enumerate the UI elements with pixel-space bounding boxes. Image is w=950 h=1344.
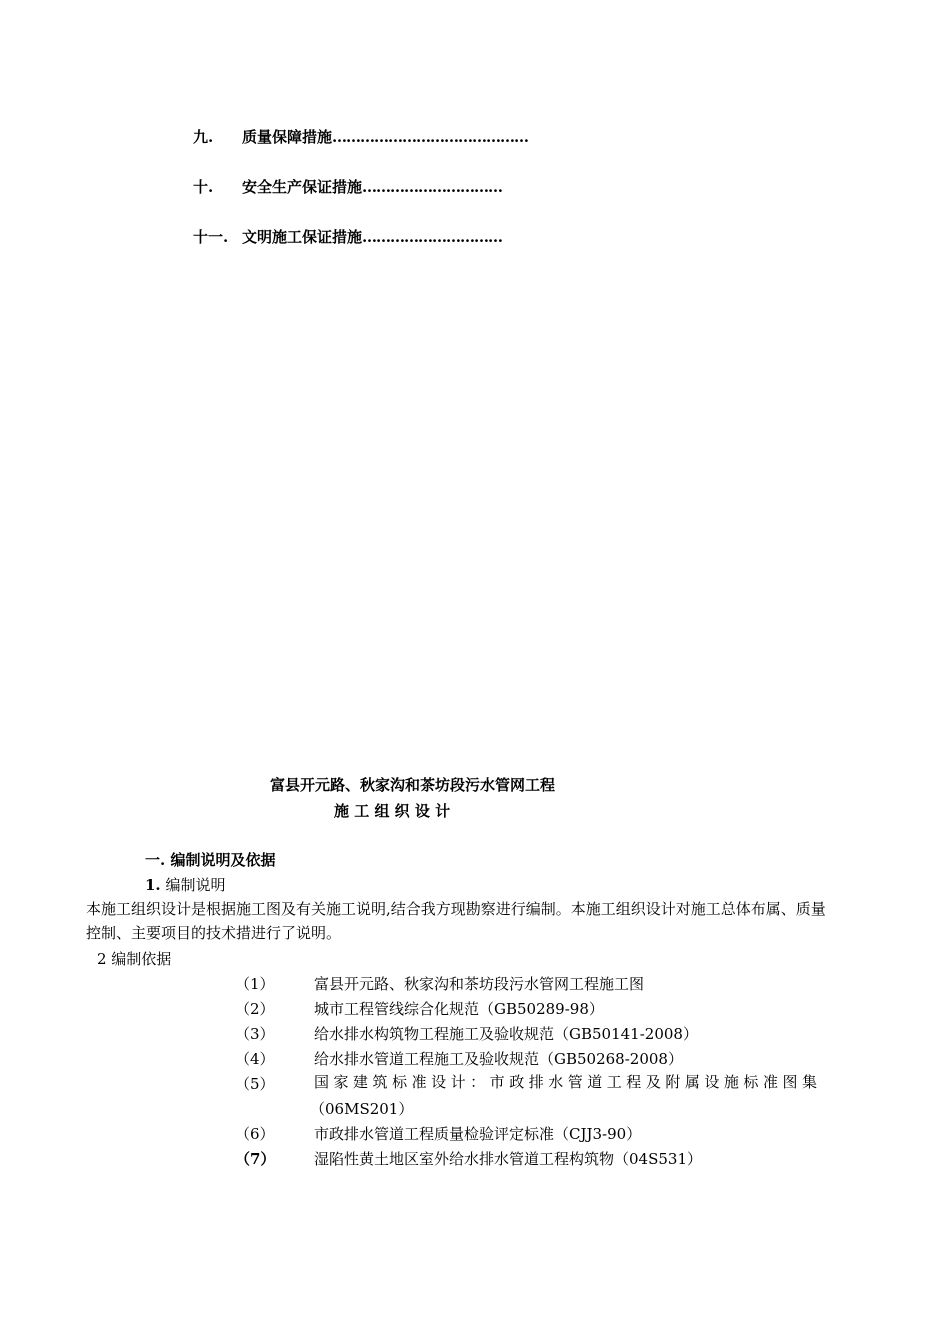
subsection-number: 1. xyxy=(145,876,161,894)
subsection-heading-1 xyxy=(145,874,225,895)
document-subtitle: 施 工 组 织 设 计 xyxy=(334,802,451,820)
reference-number: （3） xyxy=(235,1025,275,1043)
section-heading: 一. 编制说明及依据 xyxy=(145,851,276,869)
body-paragraph: 本施工组织设计是根据施工图及有关施工说明,结合我方现勘察进行编制。本施工组织设计对施工总体布属、质量控制、主要项目的技术措进行了说明。 xyxy=(86,900,826,942)
toc-number: 十. xyxy=(193,178,214,196)
toc-label: 文明施工保证措施 xyxy=(242,228,363,246)
toc-leader-dots: …………………………………… xyxy=(332,128,529,146)
toc-label: 质量保障措施 xyxy=(242,128,333,146)
toc-item-9 xyxy=(193,126,528,147)
reference-text: 富县开元路、秋家沟和茶坊段污水管网工程施工图 xyxy=(314,975,645,993)
reference-number: （4） xyxy=(235,1050,275,1068)
reference-text: 湿陷性黄土地区室外给水排水管道工程构筑物（04S531） xyxy=(314,1150,702,1168)
reference-text-continued: （06MS201） xyxy=(310,1100,414,1118)
reference-text: 市政排水管道工程质量检验评定标准（CJJ3-90） xyxy=(314,1125,642,1143)
reference-number: （2） xyxy=(235,1000,275,1018)
toc-item-10 xyxy=(193,176,502,197)
subsection-heading-2: 2 编制依据 xyxy=(97,950,172,968)
reference-text: 给水排水管道工程施工及验收规范（GB50268-2008） xyxy=(314,1050,683,1068)
subsection-label: 编制说明 xyxy=(165,876,226,894)
reference-number: （7） xyxy=(235,1150,276,1168)
toc-item-11 xyxy=(193,226,502,247)
reference-text: 国家建筑标准设计：市政排水管道工程及附属设施标准图集 xyxy=(314,1073,819,1091)
reference-number: （5） xyxy=(235,1075,275,1093)
reference-number: （1） xyxy=(235,975,275,993)
reference-number: （6） xyxy=(235,1125,275,1143)
toc-leader-dots: ………………………… xyxy=(362,228,503,246)
toc-leader-dots: ………………………… xyxy=(362,178,503,196)
document-title: 富县开元路、秋家沟和茶坊段污水管网工程 xyxy=(270,776,556,794)
toc-label: 安全生产保证措施 xyxy=(242,178,363,196)
reference-text: 城市工程管线综合化规范（GB50289-98） xyxy=(314,1000,604,1018)
toc-number: 九. xyxy=(193,128,214,146)
reference-text: 给水排水构筑物工程施工及验收规范（GB50141-2008） xyxy=(314,1025,698,1043)
toc-number: 十一. xyxy=(193,228,229,246)
